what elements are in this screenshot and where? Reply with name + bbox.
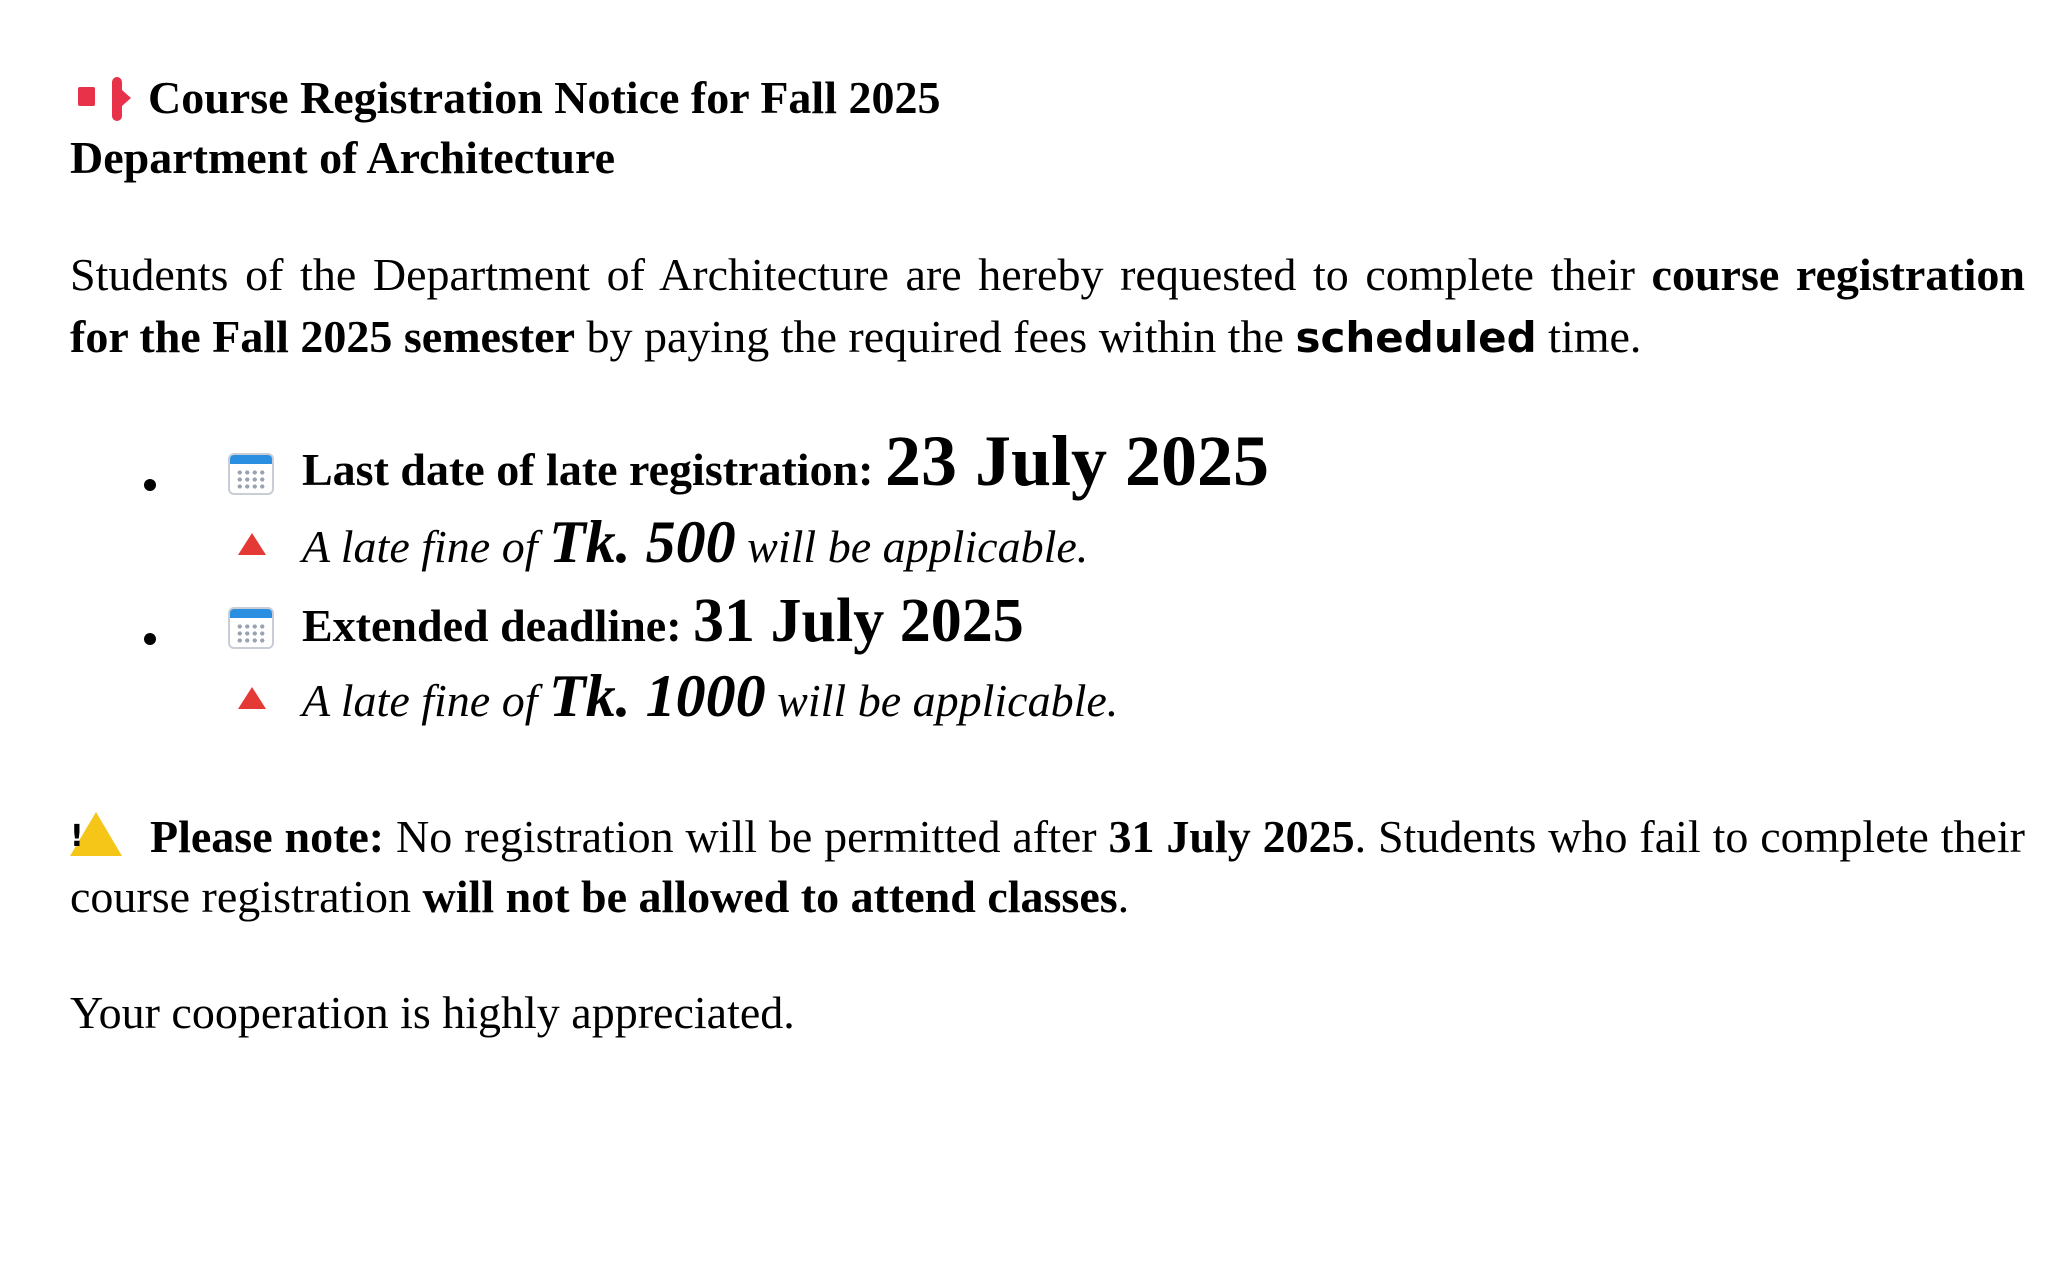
department-name: Department of Architecture [70,132,616,183]
fine-prefix: A late fine of [302,521,550,572]
deadline-item [70,585,2025,663]
calendar-icon [228,607,274,649]
closing-line: Your cooperation is highly appreciated. [70,987,795,1038]
fine-suffix: will be applicable. [765,675,1119,726]
deadline-text [302,420,1269,503]
intro-text-1: Students of the Department of Architecture are hereby requested to complete their [70,249,1652,300]
calendar-icon [228,453,274,495]
deadline-item [70,421,2025,509]
warning-icon: ! [70,812,122,856]
intro-paragraph [70,244,2025,369]
notice-title: Course Registration Notice for Fall 2025 [148,72,941,123]
note-text-2: . Students who fail to complete their course registration [70,811,2025,922]
deadline-label: Extended deadline: [302,600,694,651]
red-triangle-icon [238,687,266,709]
notice-title-line [70,68,2025,128]
pushpin-icon [70,75,130,121]
note-text-3: . [1117,871,1130,922]
note-date: 31 July 2025 [1108,811,1355,862]
fine-line [70,663,2025,739]
intro-bold-2: scheduled [1295,313,1537,362]
fine-suffix: will be applicable. [735,521,1089,572]
fine-text [302,508,1088,577]
deadline-label: Last date of late registration: [302,444,885,495]
note-text-1: No registration will be permitted after [384,811,1109,862]
fine-amount: Tk. 500 [549,509,736,575]
notice-document [70,68,2025,1043]
fine-prefix: A late fine of [302,675,550,726]
note-label: Please note: [150,811,385,862]
bullet-dot [144,479,156,491]
deadline-text [302,586,1024,657]
fine-line [70,509,2025,585]
deadline-date: 23 July 2025 [884,421,1270,501]
intro-bold-1: course registration for the Fall 2025 semester [70,249,2025,362]
intro-text-2: by paying the required fees within the [575,311,1296,362]
note-bold: will not be allowed to attend classes [422,871,1118,922]
intro-text-3: time. [1536,311,1642,362]
bullet-dot [144,633,156,645]
fine-text [302,662,1118,731]
important-note [70,807,2025,927]
deadline-list [70,421,2025,739]
deadline-date: 31 July 2025 [693,587,1024,655]
red-triangle-icon [238,533,266,555]
fine-amount: Tk. 1000 [549,663,766,729]
